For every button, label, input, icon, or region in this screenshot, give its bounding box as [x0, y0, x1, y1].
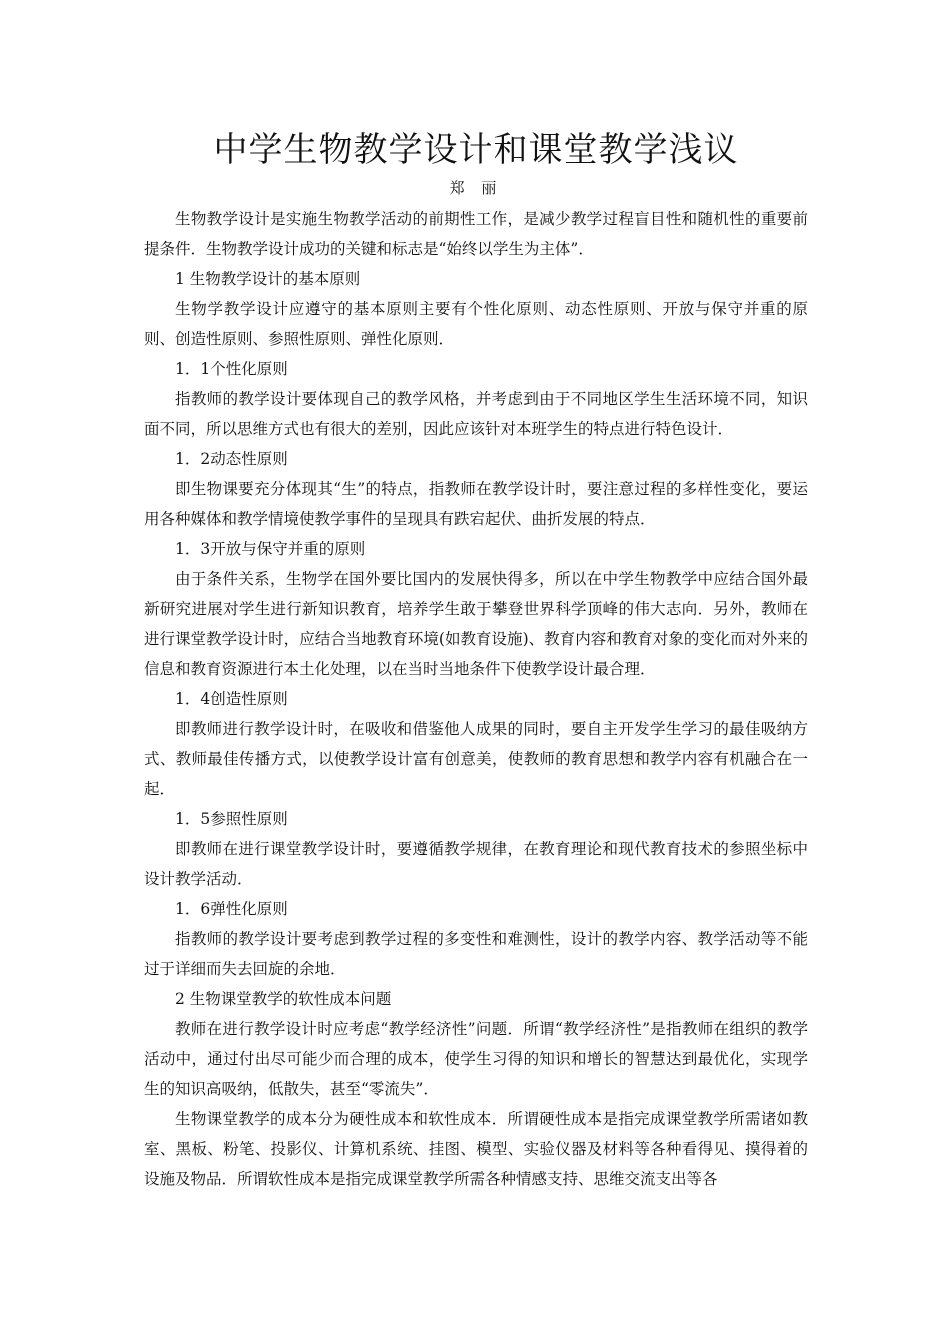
paragraph-1-2: 即生物课要充分体现其“生”的特点，指教师在教学设计时，要注意过程的多样性变化，要运用各种媒体和教学情境使教学事件的呈现具有跌宕起伏、曲折发展的特点． [144, 480, 808, 528]
document-title: 中学生物教学设计和课堂教学浅议 [213, 130, 739, 170]
paragraph-1-4: 即教师进行教学设计时，在吸收和借鉴他人成果的同时，要自主开发学生学习的最佳吸纳方式、教师最佳传播方式，以使教学设计富有创意美，使教师的教育思想和教学内容有机融合在一起． [144, 720, 808, 798]
section-heading-2: 2 生物课堂教学的软性成本问题 [175, 990, 392, 1008]
author-name: 郑 丽 [449, 179, 503, 197]
subsection-heading-1-3: 1．3开放与保守并重的原则 [175, 540, 366, 558]
document-body [144, 128, 808, 1194]
subsection-heading-1-6: 1．6弹性化原则 [175, 900, 288, 918]
subsection-heading-1-1: 1．1个性化原则 [175, 360, 288, 378]
paragraph-1-3: 由于条件关系，生物学在国外要比国内的发展快得多，所以在中学生物教学中应结合国外最新研究进展对学生进行新知识教育，培养学生敢于攀登世界科学顶峰的伟大志向．另外，教师在进行课堂教学设计时，应结合当地教育环境(如教育设施)、教育内容和教育对象的变化而对外来的信息和教育资源进行本土化处理，以在当时当地条件下使教学设计最合理． [144, 570, 808, 678]
paragraph-1-6: 指教师的教学设计要考虑到教学过程的多变性和难测性，设计的教学内容、教学活动等不能过于详细而失去回旋的余地． [144, 930, 808, 978]
paragraph-2-a: 教师在进行教学设计时应考虑“教学经济性”问题．所谓“教学经济性”是指教师在组织的教学活动中，通过付出尽可能少而合理的成本，使学生习得的知识和增长的智慧达到最优化，实现学生的知识高吸纳，低散失，甚至“零流失”． [144, 1020, 808, 1098]
subsection-heading-1-2: 1．2动态性原则 [175, 450, 288, 468]
paragraph-intro: 生物教学设计是实施生物教学活动的前期性工作，是减少教学过程盲目性和随机性的重要前提条件．生物教学设计成功的关键和标志是“始终以学生为主体”． [144, 210, 808, 258]
subsection-heading-1-4: 1．4创造性原则 [175, 690, 288, 708]
paragraph-1-1: 指教师的教学设计要体现自己的教学风格，并考虑到由于不同地区学生生活环境不同，知识面不同，所以思维方式也有很大的差别，因此应该针对本班学生的特点进行特色设计． [144, 390, 808, 438]
paragraph-2-b: 生物课堂教学的成本分为硬性成本和软性成本．所谓硬性成本是指完成课堂教学所需诸如教室、黑板、粉笔、投影仪、计算机系统、挂图、模型、实验仪器及材料等各种看得见、摸得着的设施及物品．所谓软性成本是指完成课堂教学所需各种情感支持、思维交流支出等各 [144, 1110, 808, 1188]
section-heading-1: 1 生物教学设计的基本原则 [175, 270, 361, 288]
subsection-heading-1-5: 1．5参照性原则 [175, 810, 288, 828]
paragraph-principles: 生物学教学设计应遵守的基本原则主要有个性化原则、动态性原则、开放与保守并重的原则、创造性原则、参照性原则、弹性化原则． [144, 300, 808, 348]
paragraph-1-5: 即教师在进行课堂教学设计时，要遵循教学规律，在教育理论和现代教育技术的参照坐标中设计教学活动． [144, 840, 808, 888]
